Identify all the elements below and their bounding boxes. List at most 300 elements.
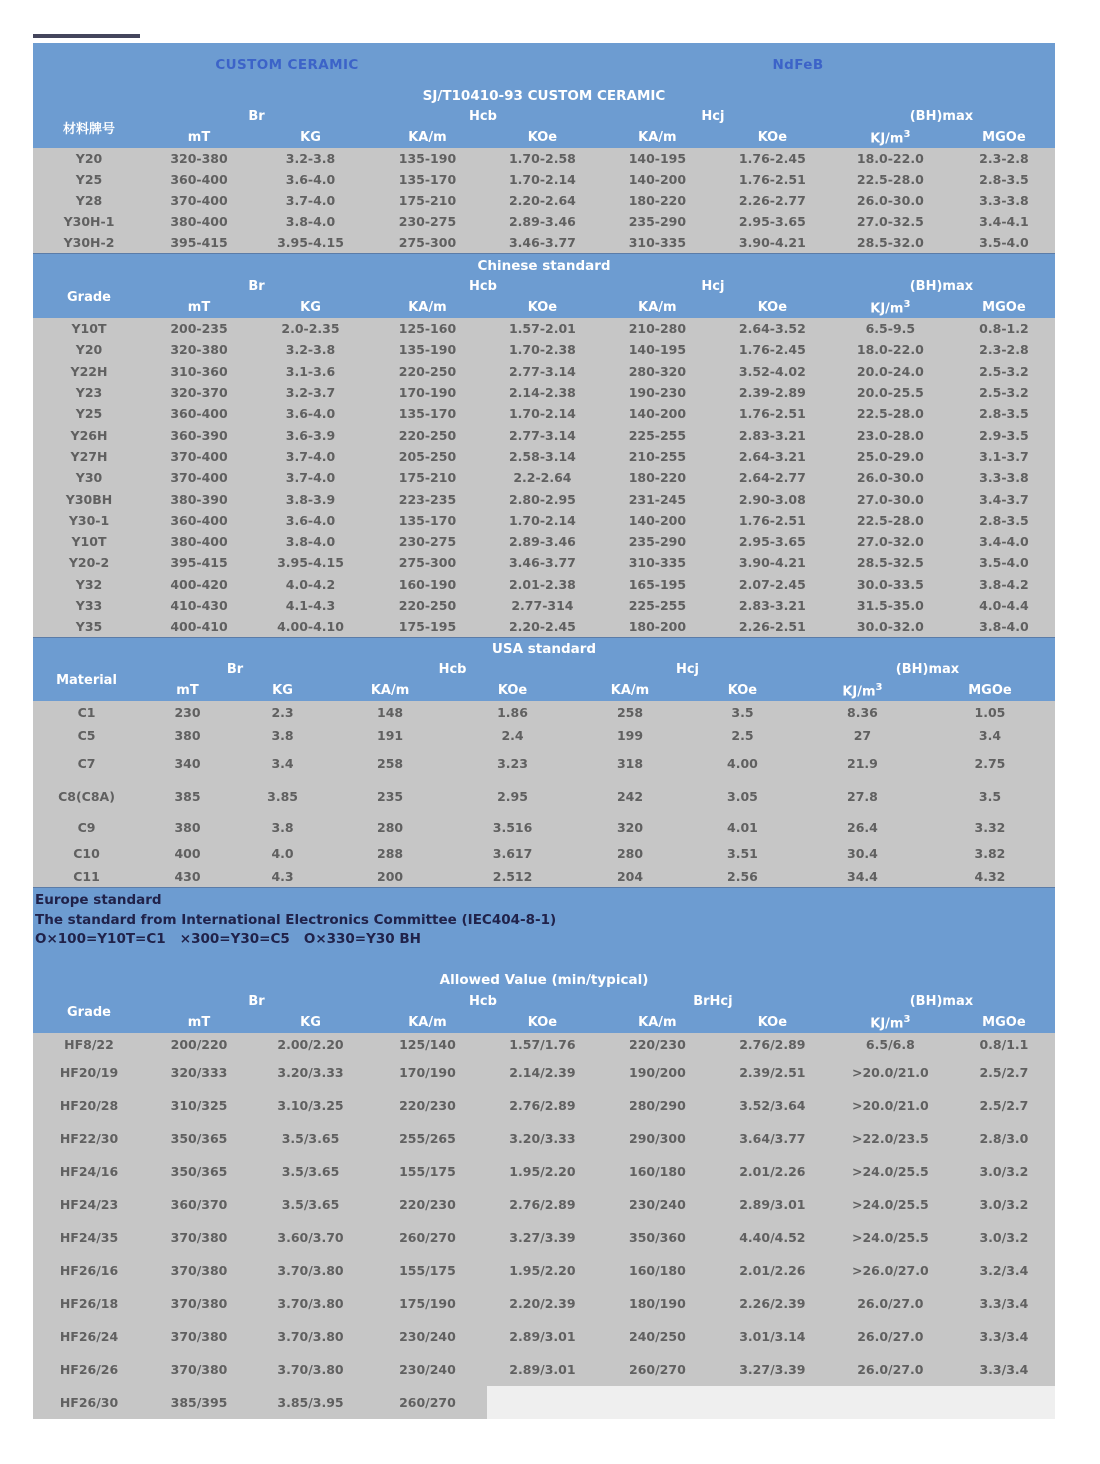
value-cell: 4.0-4.2 xyxy=(285,576,336,592)
grade-cell: HF20/28 xyxy=(59,1098,119,1114)
value-cell: 6.5-9.5 xyxy=(865,321,916,337)
table-row xyxy=(33,169,1055,190)
value-cell: 220-250 xyxy=(398,427,457,443)
value-cell: 2.95-3.65 xyxy=(738,534,806,550)
value-cell: 3.7-4.0 xyxy=(285,448,336,464)
unit-header: KA/m xyxy=(370,683,410,699)
allowed-value-table-section xyxy=(33,957,1055,1419)
value-cell: 3.516 xyxy=(492,819,533,835)
value-cell: 320-380 xyxy=(170,342,228,358)
table-row xyxy=(33,467,1055,488)
value-cell: 2.64-2.77 xyxy=(738,470,806,486)
table-row xyxy=(33,1122,1055,1155)
table-row xyxy=(33,403,1055,424)
value-cell: 1.86 xyxy=(497,705,528,721)
value-cell: 3.0/3.2 xyxy=(979,1230,1029,1246)
value-cell: >22.0/23.5 xyxy=(851,1131,929,1147)
value-cell xyxy=(598,1386,717,1419)
value-cell: 2.01/2.26 xyxy=(739,1263,806,1279)
value-cell: 2.83-3.21 xyxy=(738,427,806,443)
grade-cell: Y35 xyxy=(75,619,103,635)
value-cell: 3.4-3.7 xyxy=(979,491,1029,507)
value-cell: 3.52-4.02 xyxy=(738,363,806,379)
unit-header: KA/m xyxy=(638,1015,677,1031)
chinese-standard-table xyxy=(33,276,1055,637)
table-row xyxy=(33,779,1055,813)
value-cell: 400 xyxy=(174,845,201,861)
value-cell: 400-420 xyxy=(170,576,228,592)
value-cell: 135-190 xyxy=(398,151,457,166)
custom-ceramic-table-section xyxy=(33,88,1055,253)
value-cell: 3.8-4.0 xyxy=(285,214,336,229)
value-cell: 3.23 xyxy=(497,755,528,771)
value-cell: 258 xyxy=(616,705,644,721)
value-cell: 3.3/3.4 xyxy=(979,1296,1029,1312)
group-header: Hcb xyxy=(438,662,467,678)
value-cell: 135-170 xyxy=(398,172,457,187)
value-cell: 3.5 xyxy=(978,788,1002,804)
value-cell: 0.8/1.1 xyxy=(979,1037,1029,1053)
spec-table xyxy=(33,106,1055,253)
value-cell: 4.1-4.3 xyxy=(285,598,336,613)
value-cell: 3.70/3.80 xyxy=(277,1329,344,1345)
value-cell: 3.8 xyxy=(271,819,294,835)
value-cell: 155/175 xyxy=(399,1164,456,1180)
group-header: Hcb xyxy=(469,109,497,124)
value-cell: 190/200 xyxy=(629,1065,686,1081)
value-cell: 3.95-4.15 xyxy=(277,555,344,571)
value-cell: 1.70-2.38 xyxy=(508,342,576,358)
table-row xyxy=(33,1221,1055,1254)
value-cell: 199 xyxy=(616,728,644,744)
value-cell: 350/365 xyxy=(170,1164,228,1180)
value-cell: 4.01 xyxy=(727,819,758,835)
value-cell: 395-415 xyxy=(170,555,228,571)
top-links-bar xyxy=(33,43,1055,88)
value-cell: 235 xyxy=(377,788,404,804)
value-cell: 30.0-32.0 xyxy=(856,619,924,635)
table-row xyxy=(33,552,1055,573)
value-cell: 370/380 xyxy=(170,1263,228,1279)
value-cell: 135-190 xyxy=(398,342,457,358)
value-cell: 1.76-2.45 xyxy=(738,342,806,358)
value-cell: 3.70/3.80 xyxy=(277,1263,344,1279)
value-cell: 2.0-2.35 xyxy=(281,321,340,337)
value-cell: 165-195 xyxy=(628,576,687,592)
value-cell: 3.4 xyxy=(978,728,1002,744)
value-cell: 350/360 xyxy=(629,1230,686,1246)
table-row xyxy=(33,382,1055,403)
value-cell: 260/270 xyxy=(399,1230,456,1246)
value-cell: 310-335 xyxy=(628,555,687,571)
value-cell: 225-255 xyxy=(628,598,687,613)
value-cell: 2.512 xyxy=(492,868,533,884)
value-cell: 2.07-2.45 xyxy=(738,576,806,592)
value-cell: 2.95 xyxy=(497,788,528,804)
custom-ceramic-link[interactable]: CUSTOM CERAMIC xyxy=(215,57,359,73)
value-cell: 2.90-3.08 xyxy=(738,491,806,507)
value-cell: 3.5/3.65 xyxy=(281,1131,340,1147)
unit-header: KOe xyxy=(727,683,758,699)
unit-header: KA/m xyxy=(638,300,677,315)
value-cell: 3.3-3.8 xyxy=(979,193,1029,208)
value-cell: 2.77-314 xyxy=(511,598,574,613)
value-cell: 20.0-24.0 xyxy=(856,363,924,379)
value-cell: 223-235 xyxy=(398,491,457,507)
value-cell: 20.0-25.5 xyxy=(856,385,924,401)
value-cell: 2.5-3.2 xyxy=(979,363,1029,379)
custom-ceramic-table xyxy=(33,106,1055,253)
value-cell: 3.8-3.9 xyxy=(285,491,336,507)
value-cell: 3.7-4.0 xyxy=(285,470,336,486)
value-cell: 240/250 xyxy=(629,1329,686,1345)
value-cell: 2.01-2.38 xyxy=(508,576,576,592)
value-cell: 175-210 xyxy=(398,470,457,486)
chinese-standard-table-section xyxy=(33,253,1055,637)
value-cell: 2.77-3.14 xyxy=(508,363,576,379)
value-cell: 231-245 xyxy=(628,491,687,507)
value-cell: 3.85/3.95 xyxy=(277,1395,344,1411)
value-cell: 2.8-3.5 xyxy=(979,512,1029,528)
value-cell: 320-370 xyxy=(170,385,228,401)
table-row xyxy=(33,318,1055,339)
value-cell: 370-400 xyxy=(170,448,228,464)
table-row xyxy=(33,531,1055,552)
value-cell: 3.5-4.0 xyxy=(979,555,1029,571)
unit-header: KOe xyxy=(757,1015,788,1031)
table-row xyxy=(33,488,1055,509)
value-cell: 1.76-2.51 xyxy=(738,512,806,528)
unit-header: MGOe xyxy=(982,300,1026,315)
ndfeb-link[interactable]: NdFeB xyxy=(772,57,824,73)
value-cell: 2.5 xyxy=(731,728,754,744)
value-cell: 0.8-1.2 xyxy=(979,321,1029,337)
value-cell: 3.5/3.65 xyxy=(281,1164,340,1180)
value-cell: 3.1-3.6 xyxy=(285,363,336,379)
value-cell: 3.20/3.33 xyxy=(509,1131,576,1147)
table-row xyxy=(33,148,1055,169)
value-cell: 175-195 xyxy=(398,619,457,635)
unit-header: KOe xyxy=(527,300,558,315)
value-cell: 3.05 xyxy=(727,788,758,804)
grade-cell: Y32 xyxy=(75,576,103,592)
value-cell: 3.95-4.15 xyxy=(277,235,344,250)
grade-cell: Y10T xyxy=(71,321,107,337)
unit-header: KA/m xyxy=(610,683,650,699)
value-cell: 160/180 xyxy=(629,1164,686,1180)
value-cell: 2.20/2.39 xyxy=(509,1296,576,1312)
europe-standard-source: The standard from International Electronics Committee (IEC404-8-1) xyxy=(35,911,557,928)
value-cell: 210-280 xyxy=(628,321,687,337)
grade-cell: HF24/23 xyxy=(59,1197,119,1213)
value-cell: 3.3/3.4 xyxy=(979,1329,1029,1345)
value-cell: 350/365 xyxy=(170,1131,228,1147)
grade-cell: Y30 xyxy=(75,470,103,486)
group-header: BrHcj xyxy=(693,994,733,1010)
spec-table xyxy=(33,991,1055,1419)
group-header: Hcb xyxy=(469,279,497,294)
unit-header: $KJ/m^3$ xyxy=(842,682,883,700)
value-cell: 3.85 xyxy=(267,788,298,804)
value-cell: 125-160 xyxy=(398,321,457,337)
value-cell: 2.5-3.2 xyxy=(979,385,1029,401)
value-cell: 160-190 xyxy=(398,576,457,592)
table-row xyxy=(33,1254,1055,1287)
value-cell: 290/300 xyxy=(629,1131,686,1147)
value-cell: 2.64-3.52 xyxy=(738,321,806,337)
value-cell: 135-170 xyxy=(398,512,457,528)
value-cell: 288 xyxy=(377,845,404,861)
value-cell: 1.05 xyxy=(974,705,1006,721)
value-cell: 320-380 xyxy=(170,151,228,166)
value-cell: 230 xyxy=(174,705,201,721)
group-header: (BH)max xyxy=(895,662,960,678)
value-cell: 3.4-4.0 xyxy=(979,534,1029,550)
grade-cell: Y20 xyxy=(75,151,103,166)
grade-cell: HF26/30 xyxy=(59,1395,119,1411)
value-cell: 3.46-3.77 xyxy=(508,235,576,250)
usa-standard-table xyxy=(33,659,1055,887)
table-row xyxy=(33,1287,1055,1320)
value-cell: 3.01/3.14 xyxy=(739,1329,806,1345)
value-cell: 220/230 xyxy=(399,1098,456,1114)
value-cell: 225-255 xyxy=(628,427,687,443)
value-cell: 2.58-3.14 xyxy=(508,448,576,464)
value-cell: 3.7-4.0 xyxy=(285,193,336,208)
group-header: (BH)max xyxy=(909,279,974,294)
value-cell: 3.70/3.80 xyxy=(277,1296,344,1312)
value-cell: 3.8 xyxy=(271,728,294,744)
value-cell: 204 xyxy=(616,868,644,884)
value-cell: 190-230 xyxy=(628,385,687,401)
value-cell: 6.5/6.8 xyxy=(865,1037,915,1053)
group-header: Hcj xyxy=(675,662,699,678)
value-cell: 2.76/2.89 xyxy=(509,1197,576,1213)
grade-cell: C1 xyxy=(77,705,96,721)
value-cell xyxy=(953,1386,1055,1419)
value-cell: 380-390 xyxy=(170,491,228,507)
value-cell: 2.89-3.46 xyxy=(508,214,576,229)
group-header: Br xyxy=(248,109,265,124)
unit-header: MGOe xyxy=(982,130,1026,145)
grade-cell: HF26/16 xyxy=(59,1263,119,1279)
unit-header: KG xyxy=(300,130,321,145)
table-title: Chinese standard xyxy=(477,258,611,274)
value-cell: 27 xyxy=(853,728,872,744)
value-cell: 200 xyxy=(377,868,404,884)
value-cell: 1.70-2.14 xyxy=(508,512,576,528)
value-cell: 140-195 xyxy=(628,151,687,166)
unit-header: MGOe xyxy=(968,683,1012,699)
value-cell: 140-200 xyxy=(628,512,687,528)
table-row xyxy=(33,616,1055,637)
value-cell: 2.8/3.0 xyxy=(979,1131,1029,1147)
value-cell: 280-320 xyxy=(628,363,687,379)
group-header: Br xyxy=(226,662,244,678)
group-header: Hcj xyxy=(701,109,725,124)
value-cell: 8.36 xyxy=(847,705,878,721)
value-cell: 2.5/2.7 xyxy=(979,1065,1029,1081)
value-cell: 1.70-2.14 xyxy=(508,172,576,187)
value-cell: 3.0/3.2 xyxy=(979,1164,1029,1180)
value-cell: 26.0/27.0 xyxy=(857,1329,924,1345)
table-row xyxy=(33,595,1055,616)
value-cell: 4.32 xyxy=(974,868,1006,884)
value-cell: 3.90-4.21 xyxy=(738,235,806,250)
value-cell: 3.8-4.0 xyxy=(285,534,336,550)
table-row xyxy=(33,1353,1055,1386)
value-cell: 3.27/3.39 xyxy=(509,1230,576,1246)
value-cell: 310/325 xyxy=(170,1098,228,1114)
value-cell: 2.76/2.89 xyxy=(739,1037,806,1053)
group-header: (BH)max xyxy=(909,109,974,124)
spec-table xyxy=(33,659,1055,887)
value-cell: 1.95/2.20 xyxy=(509,1164,576,1180)
value-cell: 235-290 xyxy=(628,534,687,550)
value-cell: 175-210 xyxy=(398,193,457,208)
value-cell: 258 xyxy=(377,755,404,771)
value-cell: 2.89/3.01 xyxy=(509,1362,576,1378)
grade-cell: Y25 xyxy=(75,406,103,422)
value-cell: 28.5-32.0 xyxy=(856,235,924,250)
value-cell: 2.5/2.7 xyxy=(979,1098,1029,1114)
grade-column-header: 材料牌号 xyxy=(62,121,115,137)
table-row xyxy=(33,424,1055,445)
value-cell: 200-235 xyxy=(170,321,228,337)
spec-page xyxy=(33,43,1055,1419)
grade-cell: HF8/22 xyxy=(64,1037,114,1053)
value-cell: 2.64-3.21 xyxy=(738,448,806,464)
value-cell: 27.0-32.5 xyxy=(856,214,924,229)
top-edge-artifact xyxy=(33,34,140,38)
value-cell: 2.75 xyxy=(974,755,1006,771)
value-cell: 31.5-35.0 xyxy=(856,598,924,613)
value-cell: 125/140 xyxy=(399,1037,456,1053)
value-cell: 175/190 xyxy=(399,1296,456,1312)
value-cell: 230/240 xyxy=(629,1197,686,1213)
europe-standard-note xyxy=(33,887,1055,957)
value-cell: 4.00-4.10 xyxy=(277,619,344,635)
value-cell: >24.0/25.5 xyxy=(851,1164,929,1180)
value-cell: 370/380 xyxy=(170,1362,228,1378)
value-cell: 2.00/2.20 xyxy=(277,1037,344,1053)
value-cell: 370/380 xyxy=(170,1296,228,1312)
unit-header: mT xyxy=(187,130,211,145)
grade-cell: Y30H-2 xyxy=(63,235,115,250)
value-cell: 3.20/3.33 xyxy=(277,1065,344,1081)
grade-cell: HF26/18 xyxy=(59,1296,119,1312)
value-cell: 2.9-3.5 xyxy=(979,427,1029,443)
value-cell: 140-200 xyxy=(628,172,687,187)
grade-cell: C8(C8A) xyxy=(58,788,115,804)
group-header: (BH)max xyxy=(909,994,974,1010)
grade-cell: Y10T xyxy=(71,534,107,550)
grade-cell: Y25 xyxy=(75,172,103,187)
value-cell: 200/220 xyxy=(170,1037,228,1053)
value-cell: 180-220 xyxy=(628,470,687,486)
value-cell: 3.4 xyxy=(271,755,294,771)
value-cell: 310-335 xyxy=(628,235,687,250)
grade-cell: HF26/26 xyxy=(59,1362,119,1378)
value-cell: 4.0 xyxy=(271,845,294,861)
value-cell: 380 xyxy=(174,819,201,835)
value-cell: 3.6-4.0 xyxy=(285,406,336,422)
unit-header: KA/m xyxy=(408,1015,447,1031)
value-cell: 25.0-29.0 xyxy=(856,448,924,464)
unit-header: KG xyxy=(300,1015,321,1031)
value-cell: 2.26-2.77 xyxy=(738,193,806,208)
value-cell: 380-400 xyxy=(170,214,228,229)
value-cell: 180-200 xyxy=(628,619,687,635)
value-cell: 220/230 xyxy=(399,1197,456,1213)
group-header: Br xyxy=(248,279,265,294)
unit-header: KG xyxy=(272,683,293,699)
value-cell: 2.8-3.5 xyxy=(979,406,1029,422)
value-cell: 21.9 xyxy=(847,755,878,771)
value-cell: 2.3-2.8 xyxy=(979,151,1029,166)
value-cell: 220/230 xyxy=(629,1037,686,1053)
value-cell: 2.95-3.65 xyxy=(738,214,806,229)
value-cell: 26.4 xyxy=(847,819,878,835)
grade-column-header: Grade xyxy=(67,289,111,305)
value-cell: >24.0/25.5 xyxy=(851,1230,929,1246)
value-cell: 26.0/27.0 xyxy=(857,1362,924,1378)
value-cell: 26.0-30.0 xyxy=(856,193,924,208)
value-cell: 2.3-2.8 xyxy=(979,342,1029,358)
table-title: USA standard xyxy=(491,641,597,658)
grade-cell: HF22/30 xyxy=(59,1131,119,1147)
unit-header: MGOe xyxy=(982,1015,1026,1031)
grade-cell: Y33 xyxy=(75,598,103,613)
value-cell: 3.2-3.8 xyxy=(285,342,336,358)
value-cell: 2.20-2.64 xyxy=(508,193,576,208)
value-cell: 135-170 xyxy=(398,406,457,422)
value-cell: 148 xyxy=(377,705,404,721)
value-cell: 2.26/2.39 xyxy=(739,1296,806,1312)
table-row xyxy=(33,1188,1055,1221)
value-cell: 3.52/3.64 xyxy=(739,1098,806,1114)
value-cell: 260/270 xyxy=(629,1362,686,1378)
value-cell: 3.3/3.4 xyxy=(979,1362,1029,1378)
grade-cell: Y30H-1 xyxy=(63,214,115,229)
value-cell: 3.3-3.8 xyxy=(979,470,1029,486)
value-cell: 170-190 xyxy=(398,385,457,401)
value-cell: 2.3 xyxy=(271,705,294,721)
value-cell: 220-250 xyxy=(398,363,457,379)
unit-header: KG xyxy=(300,300,321,315)
value-cell: 2.76/2.89 xyxy=(509,1098,576,1114)
value-cell: 1.70-2.14 xyxy=(508,406,576,422)
value-cell: 18.0-22.0 xyxy=(856,342,924,358)
value-cell: 3.2/3.4 xyxy=(979,1263,1029,1279)
value-cell: 395-415 xyxy=(170,235,228,250)
value-cell: 2.14/2.39 xyxy=(509,1065,576,1081)
table-row xyxy=(33,211,1055,232)
value-cell: 3.82 xyxy=(974,845,1006,861)
grade-cell: C10 xyxy=(73,845,100,861)
grade-cell: Y30-1 xyxy=(68,512,110,528)
value-cell: 180-220 xyxy=(628,193,687,208)
value-cell: 3.6-4.0 xyxy=(285,172,336,187)
value-cell: 2.14-2.38 xyxy=(508,385,576,401)
table-title: SJ/T10410-93 CUSTOM CERAMIC xyxy=(422,88,666,104)
table-row xyxy=(33,841,1055,865)
value-cell: 385/395 xyxy=(170,1395,228,1411)
value-cell: 4.0-4.4 xyxy=(979,598,1029,613)
value-cell: 318 xyxy=(616,755,644,771)
grade-cell: C11 xyxy=(73,868,100,884)
grade-cell: C5 xyxy=(77,728,96,744)
